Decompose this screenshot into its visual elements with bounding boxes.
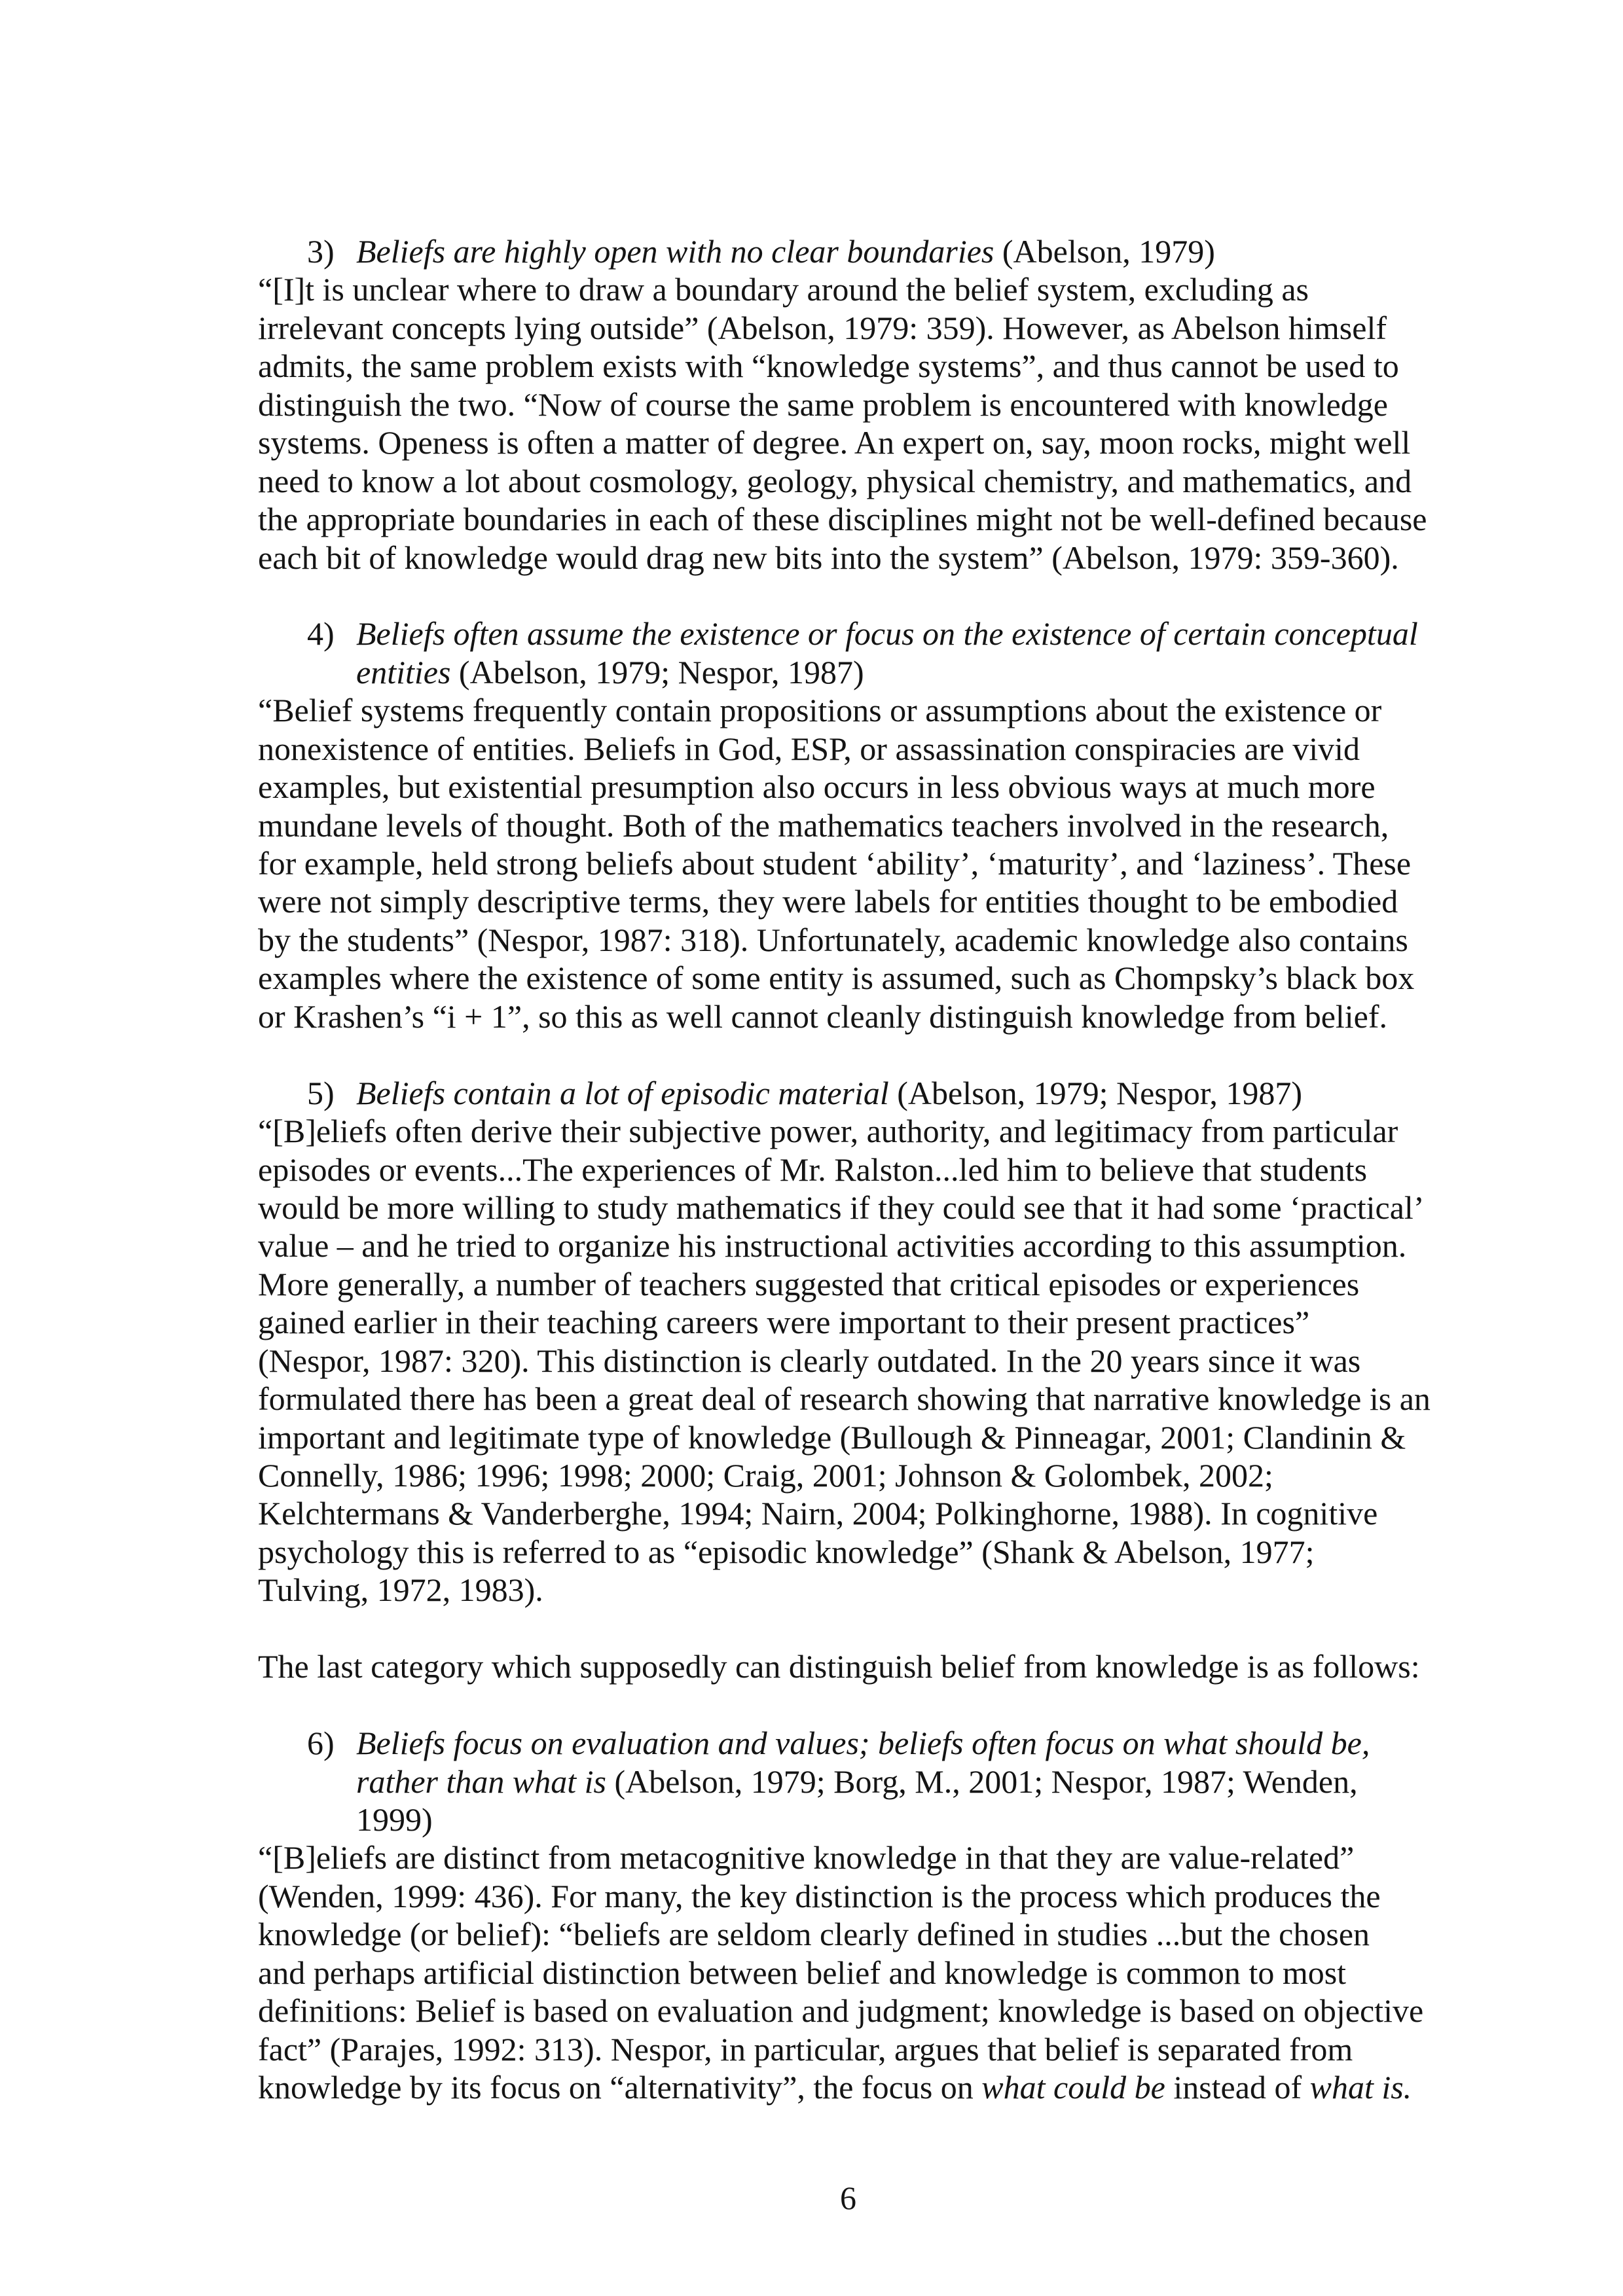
- item-3-body-line: distinguish the two. “Now of course the same problem is encountered with knowledge: [258, 386, 1389, 423]
- item-3-body-line: each bit of knowledge would drag new bits into the system” (Abelson, 1979: 359-360).: [258, 539, 1399, 576]
- blank-line: [258, 1035, 1438, 1073]
- item-5-body-line: More generally, a number of teachers suggested that critical episodes or experiences: [258, 1265, 1360, 1302]
- item-3-heading: [258, 232, 1438, 270]
- item-6-body-emphasis: what is.: [1309, 2069, 1412, 2106]
- item-3-citation: (Abelson, 1979): [994, 233, 1215, 270]
- item-5-body-line: (Nespor, 1987: 320). This distinction is clearly outdated. In the 20 years since it was: [258, 1342, 1361, 1379]
- item-5-body-line: Connelly, 1986; 1996; 1998; 2000; Craig, 2001; Johnson & Golombek, 2002;: [258, 1457, 1273, 1494]
- blank-line: [258, 1686, 1438, 1724]
- item-6-body-line: definitions: Belief is based on evaluation and judgment; knowledge is based on objective: [258, 1992, 1424, 2030]
- item-5-body-line: episodes or events...The experiences of Mr. Ralston...led him to believe that students: [258, 1151, 1368, 1188]
- item-6-body-text: instead of: [1165, 2069, 1310, 2106]
- item-6-body-last-line: [258, 2068, 1438, 2106]
- item-5-heading: [258, 1074, 1438, 1112]
- item-6-body-emphasis: what could be: [981, 2069, 1165, 2106]
- blank-line: [258, 577, 1438, 615]
- item-4-body-line: nonexistence of entities. Beliefs in God, ESP, or assassination conspiracies are vivid: [258, 730, 1360, 767]
- item-5-number: 5): [307, 1074, 335, 1111]
- item-6-heading-continued: [258, 1801, 1438, 1839]
- item-3-body-line: irrelevant concepts lying outside” (Abelson, 1979: 359). However, as Abelson himself: [258, 309, 1387, 346]
- item-4-body-line: mundane levels of thought. Both of the mathematics teachers involved in the research,: [258, 806, 1389, 844]
- transition-paragraph: The last category which supposedly can distinguish belief from knowledge is as follows:: [258, 1648, 1420, 1685]
- item-4-citation: (Abelson, 1979; Nespor, 1987): [450, 653, 864, 691]
- item-3-body-line: need to know a lot about cosmology, geology, physical chemistry, and mathematics, and: [258, 462, 1412, 499]
- item-4-body-line: by the students” (Nespor, 1987: 318). Unfortunately, academic knowledge also contains: [258, 921, 1408, 958]
- item-5-citation: (Abelson, 1979; Nespor, 1987): [888, 1074, 1303, 1111]
- item-6-body-line: knowledge (or belief): “beliefs are seldom clearly defined in studies ...but the chosen: [258, 1916, 1370, 1953]
- item-6-body-line: and perhaps artificial distinction between belief and knowledge is common to most: [258, 1954, 1347, 1991]
- item-3-body-line: “[I]t is unclear where to draw a boundary around the belief system, excluding as: [258, 271, 1309, 308]
- item-5-body-line: value – and he tried to organize his instructional activities according to this assumption.: [258, 1227, 1407, 1265]
- item-4-title-continued: entities: [356, 653, 451, 691]
- item-4-body-line: were not simply descriptive terms, they were labels for entities thought to be embodied: [258, 883, 1398, 920]
- item-5-body-line: Kelchtermans & Vanderberghe, 1994; Nairn, 2004; Polkinghorne, 1988). In cognitive: [258, 1495, 1378, 1532]
- item-3-body-line: systems. Openess is often a matter of degree. An expert on, say, moon rocks, might well: [258, 424, 1411, 461]
- item-6-title: Beliefs focus on evaluation and values; beliefs often focus on what should be,: [356, 1725, 1370, 1762]
- item-6-body-line: fact” (Parajes, 1992: 313). Nespor, in particular, argues that belief is separated from: [258, 2030, 1353, 2068]
- item-4-heading-continued: [258, 653, 1438, 691]
- item-3-body-line: admits, the same problem exists with “knowledge systems”, and thus cannot be used to: [258, 348, 1399, 385]
- item-5-body-line: important and legitimate type of knowledge (Bullough & Pinneagar, 2001; Clandinin &: [258, 1418, 1406, 1456]
- item-4-body-line: examples where the existence of some entity is assumed, such as Chompsky’s black box: [258, 960, 1415, 997]
- item-5-body-line: gained earlier in their teaching careers were important to their present practices”: [258, 1304, 1310, 1341]
- item-6-title-continued: rather than what is: [356, 1763, 606, 1800]
- item-3-number: 3): [307, 233, 335, 270]
- item-4-body-line: “Belief systems frequently contain propositions or assumptions about the existence or: [258, 692, 1382, 729]
- item-6-number: 6): [307, 1725, 335, 1762]
- item-5-body-line: “[B]eliefs often derive their subjective power, authority, and legitimacy from particular: [258, 1113, 1398, 1150]
- item-6-heading-continued: [258, 1763, 1438, 1801]
- item-4-body-line: or Krashen’s “i + 1”, so this as well cannot cleanly distinguish knowledge from belief.: [258, 997, 1388, 1035]
- item-4-body-line: examples, but existential presumption also occurs in less obvious ways at much more: [258, 768, 1376, 806]
- page-text: [258, 232, 1438, 2106]
- item-4-title: Beliefs often assume the existence or focus on the existence of certain conceptual: [356, 615, 1418, 653]
- item-5-body-line: would be more willing to study mathematics if they could see that it had some ‘practical’: [258, 1189, 1425, 1226]
- item-5-body-line: formulated there has been a great deal of research showing that narrative knowledge is an: [258, 1380, 1431, 1418]
- item-6-citation-continued: 1999): [356, 1801, 433, 1838]
- page-number: 6: [840, 2179, 856, 2216]
- item-3-body-line: the appropriate boundaries in each of these disciplines might not be well-defined because: [258, 501, 1427, 538]
- item-6-body-text: knowledge by its focus on “alternativity”, the focus on: [258, 2069, 982, 2106]
- item-5-title: Beliefs contain a lot of episodic material: [356, 1074, 889, 1111]
- item-3-title: Beliefs are highly open with no clear boundaries: [356, 233, 994, 270]
- item-6-citation: (Abelson, 1979; Borg, M., 2001; Nespor, 1987; Wenden,: [606, 1763, 1358, 1800]
- item-4-heading: [258, 615, 1438, 653]
- item-6-heading: [258, 1724, 1438, 1762]
- item-6-body-line: (Wenden, 1999: 436). For many, the key distinction is the process which produces the: [258, 1877, 1381, 1914]
- item-4-number: 4): [307, 615, 335, 653]
- item-5-body-line: Tulving, 1972, 1983).: [258, 1571, 543, 1609]
- item-6-body-line: “[B]eliefs are distinct from metacognitive knowledge in that they are value-related”: [258, 1839, 1355, 1876]
- blank-line: [258, 1609, 1438, 1647]
- item-4-body-line: for example, held strong beliefs about student ‘ability’, ‘maturity’, and ‘laziness’. These: [258, 845, 1412, 882]
- item-5-body-line: psychology this is referred to as “episodic knowledge” (Shank & Abelson, 1977;: [258, 1533, 1315, 1570]
